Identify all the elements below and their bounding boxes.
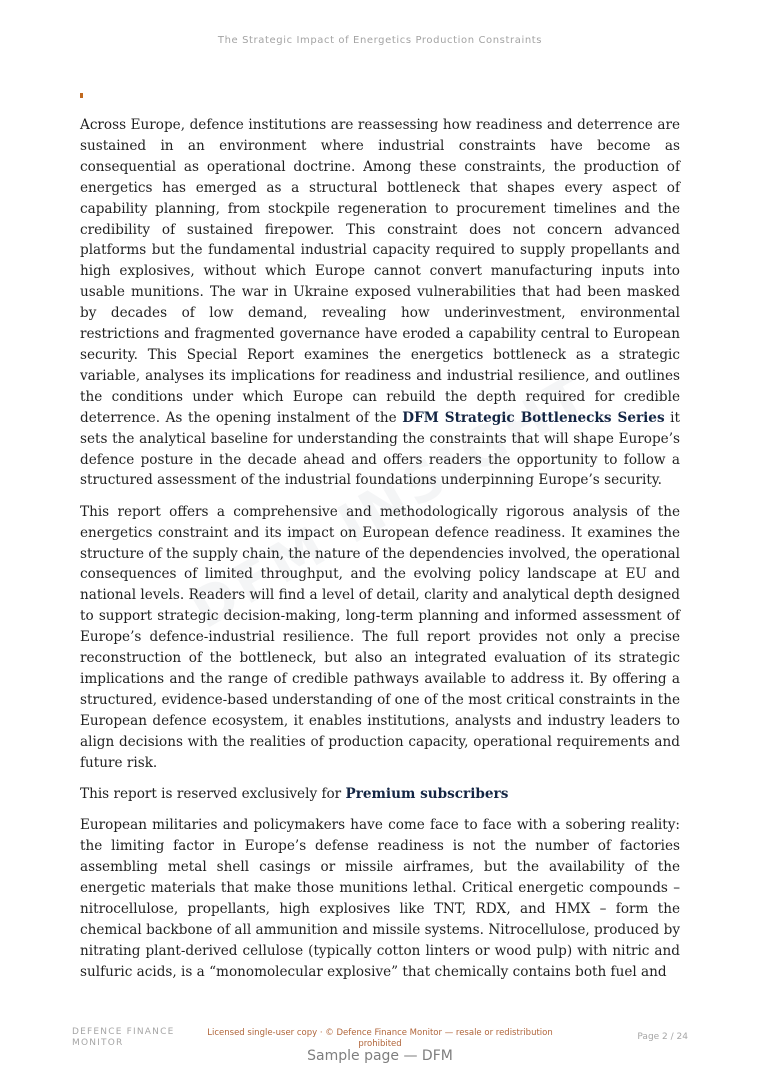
running-header: The Strategic Impact of Energetics Production Constraints <box>217 35 543 46</box>
series-name: DFM Strategic Bottlenecks Series <box>402 409 665 426</box>
paragraph-intro-continuation: it sets the analytical baseline for understanding the constraints that will shape Europe’s defence posture in the decade ahead and offers readers the opportunity to follow a structured assessment of the industrial foundations underpinning Europe’s security. <box>80 409 680 489</box>
footer-brand-line-1: DEFENCE FINANCE <box>72 1027 175 1037</box>
paragraph-report-scope: This report offers a comprehensive and methodologically rigorous analysis of the energetics constraint and its impact on European defence readiness. It examines the structure of the supply chain, the nature of the dependencies involved, the operational consequences of limited throughput, and the evolving policy landscape at EU and national levels. Readers will find a level of detail, clarity and analytical depth designed to support strategic decision-making, long-term planning and informed assessment of Europe’s defence-industrial resilience. The full report provides not only a precise reconstruction of the bottleneck, but also an integrated evaluation of its strategic implications and the range of credible pathways available to address it. By offering a structured, evidence-based understanding of one of the most critical constraints in the European defence ecosystem, it enables institutions, analysts and industry leaders to align decisions with the realities of production capacity, operational requirements and future risk. <box>80 503 680 771</box>
report-body <box>80 115 680 993</box>
paragraph-intro-text: Across Europe, defence institutions are reassessing how readiness and deterrence are sustained in an environment where industrial constraints have become as consequential as operational doctrine. Among these constraints, the production of energetics has emerged as a structural bottleneck that shapes every aspect of capability planning, from stockpile regeneration to procurement timelines and the credibility of sustained firepower. This constraint does not concern advanced platforms but the fundamental industrial capacity required to supply propellants and high explosives, without which Europe cannot convert manufacturing inputs into usable munitions. The war in Ukraine exposed vulnerabilities that had been masked by decades of low demand, revealing how underinvestment, environmental restrictions and fragmented governance have eroded a capability central to European security. This Special Report examines the energetics bottleneck as a strategic variable, analyses its implications for readiness and industrial resilience, and outlines the conditions under which Europe can rebuild the depth required for credible deterrence. As the opening instalment of the <box>80 117 680 426</box>
paragraph-energetics-reality: European militaries and policymakers have come face to face with a sobering reality: the limiting factor in Europe’s defense readiness is not the number of factories assembling metal shell casings or missile airframes, but the availability of the energetic materials that make those munitions lethal. Critical energetic compounds – nitrocellulose, propellants, high explosives like TNT, RDX, and HMX – form the chemical backbone of all ammunition and missile systems. Nitrocellulose, produced by nitrating plant-derived cellulose (typically cotton linters or wood pulp) with nitric and sulfuric acids, is a “monomolecular explosive” that chemically contains both fuel and <box>80 817 680 980</box>
page-number: Page 2 / 24 <box>637 1032 688 1042</box>
footer-brand-line-2: MONITOR <box>72 1037 124 1048</box>
sample-page-caption: Sample page — DFM <box>307 1048 453 1064</box>
footer-license-line-2: prohibited <box>358 1039 402 1049</box>
paragraph-intro <box>80 115 680 491</box>
footer-license-notice <box>205 1028 555 1050</box>
footer-license-line-1: Licensed single-user copy · © Defence Finance Monitor — resale or redistribution <box>207 1028 553 1038</box>
premium-notice-text: This report is reserved exclusively for <box>80 785 346 802</box>
paragraph-premium-notice <box>80 784 680 805</box>
section-accent-mark <box>80 93 83 98</box>
premium-subscribers-label: Premium subscribers <box>345 785 509 802</box>
footer-brand <box>72 1027 212 1048</box>
